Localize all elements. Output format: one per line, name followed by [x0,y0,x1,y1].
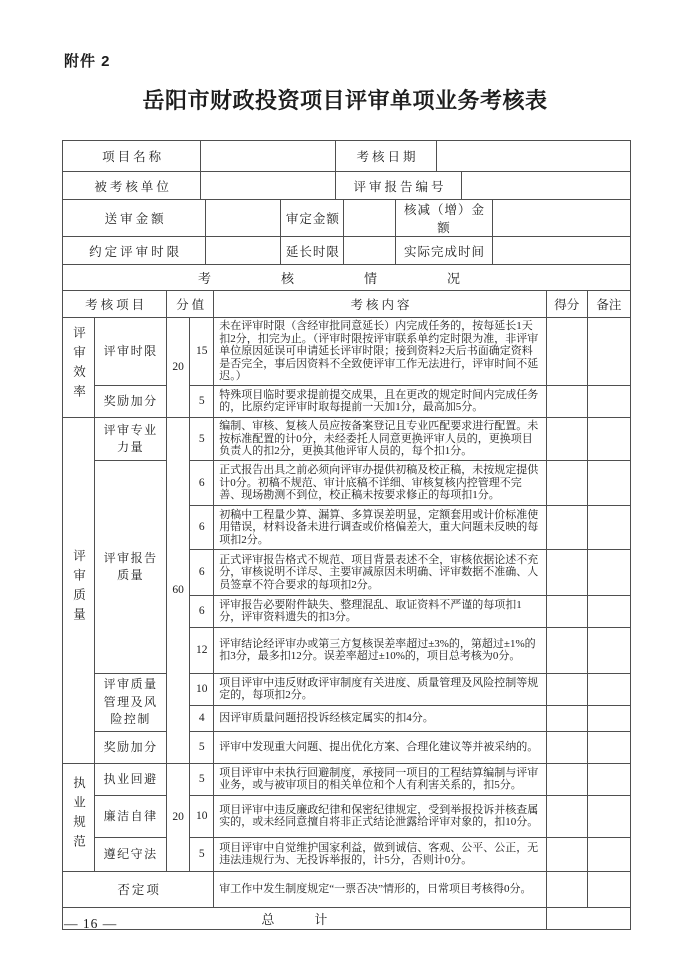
content-row-7: 评审结论经评审办或第三方复核误差率超过±3%的，第超过±1%的扣3分，最多扣12分。误差率超过±10%的，项目总考核为0分。 [214,627,546,673]
info-value-reduction-amount [492,200,630,237]
info-row-4 [63,237,631,265]
content-row-3: 正式报告出具之前必须向评审办提供初稿及校正稿，未按规定提供计0分。初稿不规范、审计底稿不详细、审核复核内控管理不完善、现场勘测不到位，校正稿未按要求修正的每项扣1分。 [214,460,546,505]
assessment-form [62,140,631,930]
veto-label: 否定项 [63,871,214,907]
row-veto [63,871,631,907]
score-row-11: 5 [190,763,214,795]
content-row-8: 项目评审中违反财政评审制度有关进度、质量管理及风险控制等规定的，每项扣2分。 [214,673,546,705]
item-bonus-quality: 奖励加分 [95,731,167,763]
item-review-time-limit: 评审时限 [95,318,167,386]
content-row-9: 因评审质量问题招投诉经核定属实的扣4分。 [214,705,546,731]
info-value-approved-amount [344,200,396,237]
points-cell-3 [546,460,587,505]
score-row-9: 4 [190,705,214,731]
column-header-row [63,291,631,318]
section-header-row [63,265,631,291]
content-row-4: 初稿中工程量少算、漏算、多算误差明显，定额套用或计价标准使用错误，材料设备未进行调查或价格偏差大，重大问题未反映的每项扣2分。 [214,505,546,549]
info-label-reduction-amount: 核减（增）金额 [396,200,492,237]
row-bonus-efficiency [63,385,631,417]
remarks-cell-veto [587,871,630,907]
points-cell-2 [546,417,587,460]
col-header-points: 得分 [546,291,587,318]
points-cell-7 [546,627,587,673]
total-label: 总计 [63,907,547,929]
points-cell-0 [546,318,587,386]
remarks-cell-7 [587,627,630,673]
info-value-extended-time-limit [344,237,396,265]
remarks-cell-11 [587,763,630,795]
item-risk-control: 评审质量管理及风险控制 [95,673,167,731]
points-cell-veto [546,871,587,907]
info-label-submitted-amount: 送审金额 [63,200,206,237]
points-cell-12 [546,795,587,837]
score-row-13: 5 [190,837,214,871]
assessment-table [62,140,631,930]
row-review-time-limit [63,318,631,386]
info-label-agreed-time-limit: 约定评审时限 [63,237,206,265]
remarks-cell-9 [587,705,630,731]
row-report-quality-1 [63,460,631,505]
content-row-5: 正式评审报告格式不规范、项目背景表述不全，审核依据论述不充分，审核说明不详尽、主要审减原因未明确、评审数据不准确、人员签章不符合要求的每项扣2分。 [214,549,546,595]
remarks-cell-5 [587,549,630,595]
info-label-actual-completion: 实际完成时间 [396,237,492,265]
content-row-10: 评审中发现重大问题、提出优化方案、合理化建议等并被采纳的。 [214,731,546,763]
info-value-project-name [201,141,336,172]
info-label-approved-amount: 审定金额 [281,200,344,237]
info-row-3 [63,200,631,237]
score-row-7: 12 [190,627,214,673]
score-row-10: 5 [190,731,214,763]
score-row-8: 10 [190,673,214,705]
points-cell-1 [546,385,587,417]
row-integrity [63,795,631,837]
group-score-review-efficiency: 20 [167,318,190,418]
info-value-assessed-unit [201,172,336,200]
info-label-extended-time-limit: 延长时限 [281,237,344,265]
item-law-abiding: 遵纪守法 [95,837,167,871]
remarks-cell-1 [587,385,630,417]
remarks-cell-10 [587,731,630,763]
row-bonus-quality [63,731,631,763]
content-row-0: 未在评审时限（含经审批同意延长）内完成任务的，按每延长1天扣2分，扣完为止。（评审时限按评审联系单约定时限为准，非评审单位原因延误可申请延长评审时限；接到资料2天后书面确定资料是否完全，事后因资料不全致使评审工作无法进行，评审时间不延迟。） [214,318,546,386]
info-value-actual-completion [492,237,630,265]
section-title-assessment: 考核情况 [63,265,631,291]
item-integrity: 廉洁自律 [95,795,167,837]
points-cell-5 [546,549,587,595]
score-row-3: 6 [190,460,214,505]
info-value-report-no [461,172,630,200]
points-cell-9 [546,705,587,731]
group-score-review-quality: 60 [167,417,190,763]
group-score-practice-standards: 20 [167,763,190,871]
category-practice-standards [63,763,95,871]
row-professional-strength [63,417,631,460]
info-row-2 [63,172,631,200]
info-row-1 [63,141,631,172]
row-recusal [63,763,631,795]
category-review-efficiency [63,318,95,418]
content-row-12: 项目评审中违反廉政纪律和保密纪律规定，受到举报投诉并核查属实的，或未经同意擅自将非正式结论泄露给评审对象的，扣10分。 [214,795,546,837]
col-header-content: 考核内容 [214,291,546,318]
category-practice-standards-label: 执业规范 [71,775,86,854]
item-professional-strength: 评审专业力量 [95,417,167,460]
col-header-item: 考核项目 [63,291,167,318]
document-title: 岳阳市财政投资项目评审单项业务考核表 [142,88,548,113]
col-header-remarks: 备注 [587,291,630,318]
score-row-5: 6 [190,549,214,595]
info-value-submitted-amount [206,200,281,237]
points-cell-4 [546,505,587,549]
row-total [63,907,631,929]
score-row-1: 5 [190,385,214,417]
score-row-12: 10 [190,795,214,837]
content-row-13: 项目评审中自觉维护国家利益，做到诚信、客观、公平、公正，无违法违规行为、无投诉举报的，计5分，否则计0分。 [214,837,546,871]
remarks-cell-0 [587,318,630,386]
info-label-project-name: 项目名称 [63,141,201,172]
points-cell-6 [546,595,587,627]
remarks-cell-4 [587,505,630,549]
veto-content: 审工作中发生制度规定“一票否决”情形的，日常项目考核得0分。 [214,871,546,907]
score-row-2: 5 [190,417,214,460]
points-cell-13 [546,837,587,871]
page-number: — 16 — [64,916,118,931]
item-report-quality: 评审报告质量 [95,460,167,673]
points-cell-10 [546,731,587,763]
remarks-cell-8 [587,673,630,705]
content-row-1: 特殊项目临时要求提前提交成果，且在更改的规定时间内完成任务的，比原约定评审时取每提前一天加1分，最高加5分。 [214,385,546,417]
row-risk-control-1 [63,673,631,705]
remarks-cell-6 [587,595,630,627]
content-row-11: 项目评审中未执行回避制度，承接同一项目的工程结算编制与评审业务，或与被审项目的相关单位和个人有利害关系的，扣5分。 [214,763,546,795]
info-value-assess-date [436,141,630,172]
info-label-assessed-unit: 被考核单位 [63,172,201,200]
total-value-cell [546,907,630,929]
info-value-agreed-time-limit [206,237,281,265]
row-law-abiding [63,837,631,871]
category-review-quality [63,417,95,763]
col-header-score: 分值 [167,291,214,318]
info-label-report-no: 评审报告编号 [336,172,461,200]
remarks-cell-3 [587,460,630,505]
category-review-efficiency-label: 评审效率 [71,325,86,404]
points-cell-11 [546,763,587,795]
item-bonus-efficiency: 奖励加分 [95,385,167,417]
score-row-4: 6 [190,505,214,549]
score-row-6: 6 [190,595,214,627]
content-row-6: 评审报告必要附件缺失、整理混乱、取证资料不严谨的每项扣1分，评审资料遗失的扣3分。 [214,595,546,627]
category-review-quality-label: 评审质量 [71,548,86,627]
score-row-0: 15 [190,318,214,386]
item-recusal: 执业回避 [95,763,167,795]
points-cell-8 [546,673,587,705]
remarks-cell-12 [587,795,630,837]
info-label-assess-date: 考核日期 [336,141,436,172]
remarks-cell-13 [587,837,630,871]
remarks-cell-2 [587,417,630,460]
content-row-2: 编制、审核、复核人员应按备案登记且专业匹配要求进行配置。未按标准配置的计0分，未经委托人同意更换评审人员的，更换项目负责人的扣2分，更换其他评审人员的，每个扣1分。 [214,417,546,460]
attachment-label: 附件 2 [64,53,111,70]
